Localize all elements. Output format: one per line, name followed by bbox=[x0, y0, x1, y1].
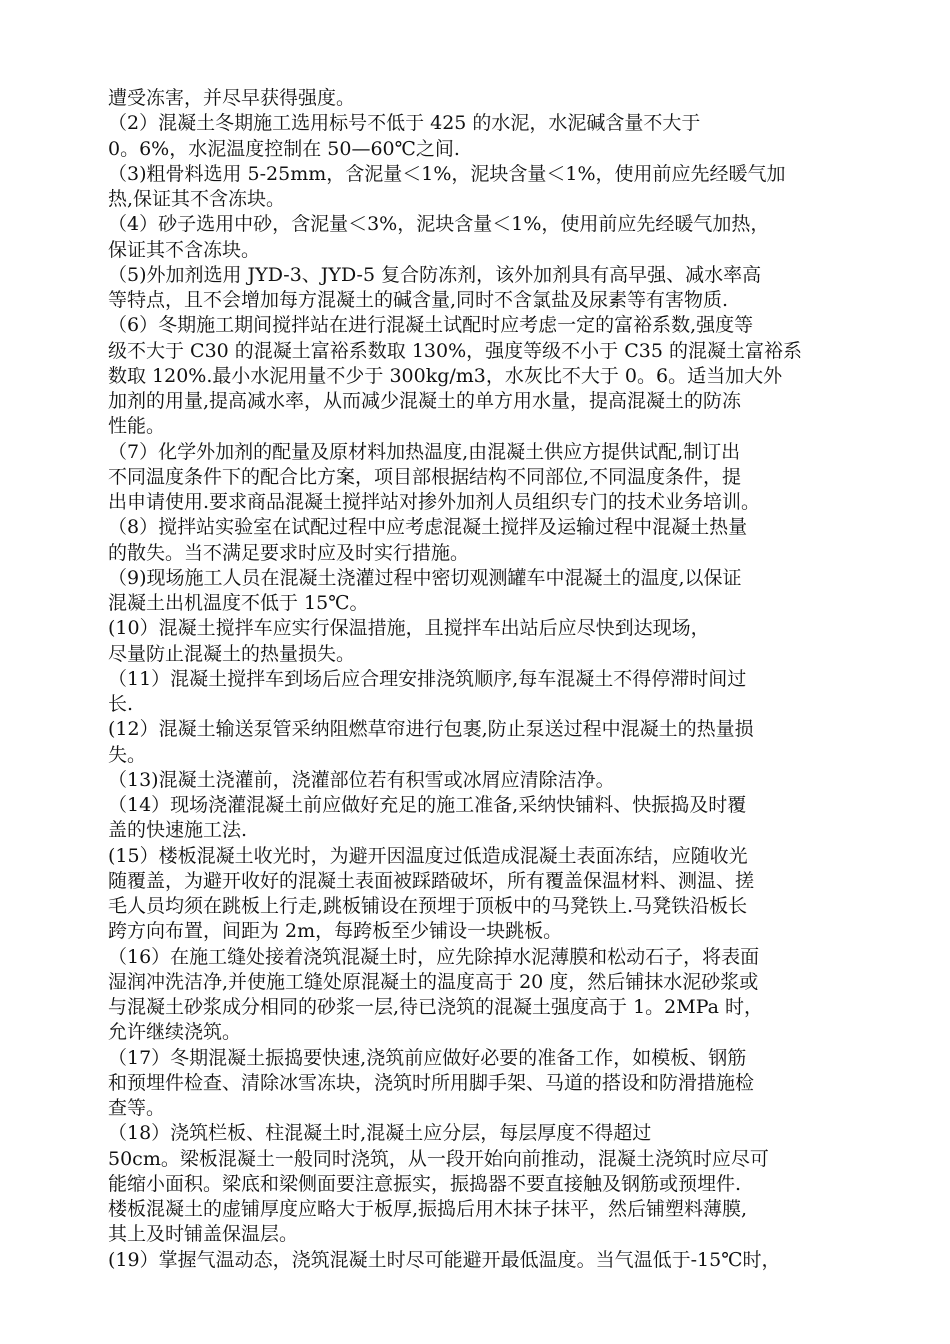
text-line: 保证其不含冻块。 bbox=[108, 238, 261, 261]
text-line: 数取 120%.最小水泥用量不少于 300kg/m3，水灰比不大于 0。6。适当加大外 bbox=[108, 364, 783, 387]
text-line: （2）混凝土冬期施工选用标号不低于 425 的水泥，水泥碱含量不大于 bbox=[108, 112, 701, 135]
text-line: 盖的快速施工法. bbox=[108, 819, 248, 842]
text-line: 允许继续浇筑。 bbox=[108, 1021, 242, 1044]
text-line: 和预埋件检查、清除冰雪冻块，浇筑时所用脚手架、马道的搭设和防滑措施检 bbox=[108, 1071, 755, 1094]
text-line: 遭受冻害，并尽早获得强度。 bbox=[108, 87, 356, 109]
text-line: 性能。 bbox=[108, 415, 166, 438]
text-line: 的散失。当不满足要求时应及时实行措施。 bbox=[108, 541, 470, 564]
text-line: （11）混凝土搅拌车到场后应合理安排浇筑顺序,每车混凝土不得停滞时间过 bbox=[108, 667, 747, 690]
text-line: 等特点，且不会增加每方混凝土的碱含量,同时不含氯盐及尿素等有害物质. bbox=[108, 289, 729, 311]
text-line: 查等。 bbox=[108, 1097, 166, 1119]
text-line: (19）掌握气温动态，浇筑混凝土时尽可能避开最低温度。当气温低于-15℃时， bbox=[108, 1248, 781, 1271]
text-line: （13)混凝土浇灌前，浇灌部位若有积雪或冰屑应清除洁净。 bbox=[108, 768, 615, 791]
text-line: 长. bbox=[108, 693, 134, 715]
text-line: （4）砂子选用中砂，含泥量＜3%，泥块含量＜1%，使用前应先经暖气加热， bbox=[108, 213, 770, 236]
text-line: 不同温度条件下的配合比方案，项目部根据结构不同部位,不同温度条件，提 bbox=[108, 465, 742, 488]
text-line: （18）浇筑栏板、柱混凝土时,混凝土应分层，每层厚度不得超过 bbox=[108, 1122, 652, 1145]
text-line: （14）现场浇灌混凝土前应做好充足的施工准备,采纳快铺料、快振捣及时覆 bbox=[108, 794, 747, 816]
text-line: 毛人员均须在跳板上行走,跳板铺设在预埋于顶板中的马凳铁上.马凳铁沿板长 bbox=[108, 895, 748, 917]
text-line: (15）楼板混凝土收光时，为避开因温度过低造成混凝土表面冻结，应随收光 bbox=[108, 844, 748, 867]
text-line: 级不大于 C30 的混凝土富裕系数取 130%，强度等级不小于 C35 的混凝土富裕系 bbox=[108, 339, 802, 362]
text-line: 尽量防止混凝土的热量损失。 bbox=[108, 642, 356, 665]
text-line: （8）搅拌站实验室在试配过程中应考虑混凝土搅拌及运输过程中混凝土热量 bbox=[108, 516, 748, 539]
text-line: 热,保证其不含冻块。 bbox=[108, 188, 286, 210]
text-line: 楼板混凝土的虚铺厚度应略大于板厚,振捣后用木抹子抹平，然后铺塑料薄膜, bbox=[108, 1198, 748, 1220]
text-line: （3)粗骨料选用 5-25mm，含泥量＜1%，泥块含量＜1%，使用前应先经暖气加 bbox=[108, 162, 786, 185]
text-line: （16）在施工缝处接着浇筑混凝土时，应先除掉水泥薄膜和松动石子，将表面 bbox=[108, 945, 760, 968]
text-line: （5)外加剂选用 JYD-3、JYD-5 复合防冻剂，该外加剂具有高早强、减水率高 bbox=[108, 263, 762, 286]
text-line: （9)现场施工人员在混凝土浇灌过程中密切观测罐车中混凝土的温度,以保证 bbox=[108, 566, 742, 589]
text-line: 能缩小面积。梁底和梁侧面要注意振实，振捣器不要直接触及钢筋或预埋件. bbox=[108, 1172, 742, 1195]
text-line: 随覆盖，为避开收好的混凝土表面被踩踏破坏，所有覆盖保温材料、测温、搓 bbox=[108, 869, 755, 892]
text-line: （17）冬期混凝土振捣要快速,浇筑前应做好必要的准备工作，如模板、钢筋 bbox=[108, 1046, 747, 1069]
text-line: （7）化学外加剂的配量及原材料加热温度,由混凝土供应方提供试配,制订出 bbox=[108, 440, 741, 463]
text-line: 其上及时铺盖保温层。 bbox=[108, 1223, 299, 1246]
document-body bbox=[108, 86, 874, 1273]
text-line: 50cm。梁板混凝土一般同时浇筑，从一段开始向前推动，混凝土浇筑时应尽可 bbox=[108, 1147, 769, 1170]
text-line: 湿润冲洗洁净,并使施工缝处原混凝土的温度高于 20 度，然后铺抹水泥砂浆或 bbox=[108, 970, 759, 993]
text-line: 失。 bbox=[108, 743, 147, 766]
text-line: 加剂的用量,提高减水率，从而减少混凝土的单方用水量，提高混凝土的防冻 bbox=[108, 390, 742, 412]
text-line: 出申请使用.要求商品混凝土搅拌站对掺外加剂人员组织专门的技术业务培训。 bbox=[108, 491, 761, 513]
text-line: 跨方向布置，间距为 2m，每跨板至少铺设一块跳板。 bbox=[108, 920, 563, 943]
text-line: 与混凝土砂浆成分相同的砂浆一层,待已浇筑的混凝土强度高于 1。2MPa 时， bbox=[108, 996, 764, 1018]
text-line: 0。6%，水泥温度控制在 50—60℃之间. bbox=[108, 137, 460, 160]
text-line: （6）冬期施工期间搅拌站在进行混凝土试配时应考虑一定的富裕系数,强度等 bbox=[108, 314, 754, 337]
text-line: (10）混凝土搅拌车应实行保温措施，且搅拌车出站后应尽快到达现场， bbox=[108, 617, 710, 640]
text-line: (12）混凝土输送泵管采纳阻燃草帘进行包裹,防止泵送过程中混凝土的热量损 bbox=[108, 718, 754, 741]
text-line: 混凝土出机温度不低于 15℃。 bbox=[108, 592, 369, 614]
